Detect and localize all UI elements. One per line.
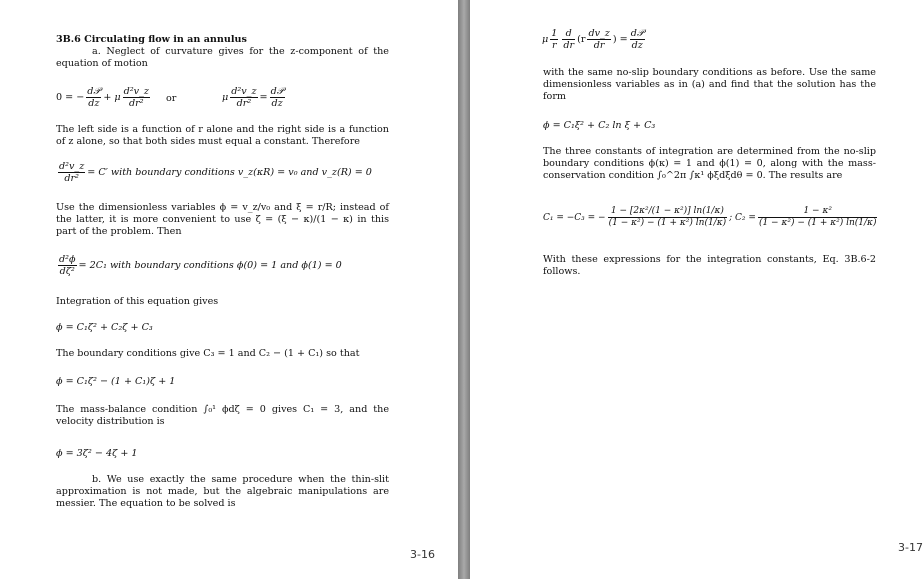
book-gutter [458,0,470,579]
paragraph-separation: The left side is a function of r alone and the right side is a function of z alone, so that both sides must equal a constant. Therefore [56,124,389,148]
paragraph-dimensionless: Use the dimensionless variables ϕ = v_z/v₀ and ξ = r/R; instead of the latter, it is more convenient to use ζ = (ξ − κ)/(1 − κ) in this part of the problem. Then [56,202,389,238]
paragraph-constants: The three constants of integration are determined from the no-slip boundary conditions ϕ(κ) = 1 and ϕ(1) = 0, along with the mass-conservation condition ∫₀^2π ∫κ¹ ϕξdξdθ = 0. The results are [543,146,876,182]
paragraph-mass-balance: The mass-balance condition ∫₀¹ ϕdζ = 0 gives C₁ = 3, and the velocity distribution is [56,404,389,428]
section-heading: 3B.6 Circulating flow in an annulus [56,34,247,45]
page-number-left: 3-16 [410,548,435,561]
equation-general-solution: ϕ = C₁ζ² + C₂ζ + C₃ [56,322,153,333]
paragraph-b-intro: b. We use exactly the same procedure when the thin-slit approximation is not made, but the algebraic manipulations are messier. The equation to be solved is [56,474,389,510]
left-page [0,0,458,579]
equation-velocity-bc: $\frac{\text{d²v\_z}}{\text{dr²}}$ = C′ with boundary conditions v_z(κR) = v₀ and v_z(R) = 0 [59,161,372,184]
equation-phi-c1: ϕ = C₁ζ² − (1 + C₁)ζ + 1 [56,376,176,387]
page-number-right: 3-17 [898,541,923,554]
equation-cylindrical: μ $\frac{1}{r}$ $\frac{d}{dr}$ (r $\frac{dv\_z}{dr}$ ) = $\frac{\text{d𝒫}}{dz}$ [542,28,644,51]
or-label: or [166,93,177,104]
equation-velocity-distribution: ϕ = 3ζ² − 4ζ + 1 [56,448,138,459]
equation-solution-form: ϕ = C₁ξ² + C₂ ln ξ + C₃ [543,120,656,131]
paragraph-a-intro: a. Neglect of curvature gives for the z-component of the equation of motion [56,46,389,70]
right-page [470,0,924,579]
equation-dimensionless-bc: $\frac{\text{d²ϕ}}{\text{dζ²}}$ = 2C₁ with boundary conditions ϕ(0) = 1 and ϕ(1) = 0 [59,254,342,277]
paragraph-boundary: The boundary conditions give C₃ = 1 and C₂ − (1 + C₁) so that [56,348,360,359]
equation-constants: C₁ = −C₃ = − $\frac{\text{1 − [2κ²/(1 − κ²)] ln(1/κ)}}{\text{(1 − κ²) − (1 + κ²) ln(1/κ)}}$ ; C₂ = $\frac{\text{1 − κ²}}{\text{(1 − κ²) − (1 + κ²) ln(1/κ)}}$ [543,206,877,228]
equation-motion-b: μ $\frac{\text{d²v\_z}}{\text{dr²}}$ = $\frac{\text{d𝒫}}{dz}$ [222,86,284,109]
paragraph-integration: Integration of this equation gives [56,296,219,307]
paragraph-noslip: with the same no-slip boundary conditions as before. Use the same dimensionless variables as in (a) and find that the solution has the form [543,67,876,103]
paragraph-conclusion: With these expressions for the integration constants, Eq. 3B.6-2 follows. [543,254,876,278]
equation-motion-a: 0 = − $\frac{\text{d𝒫}}{dz}$ + μ $\frac{\text{d²v\_z}}{\text{dr²}}$ [56,86,149,109]
